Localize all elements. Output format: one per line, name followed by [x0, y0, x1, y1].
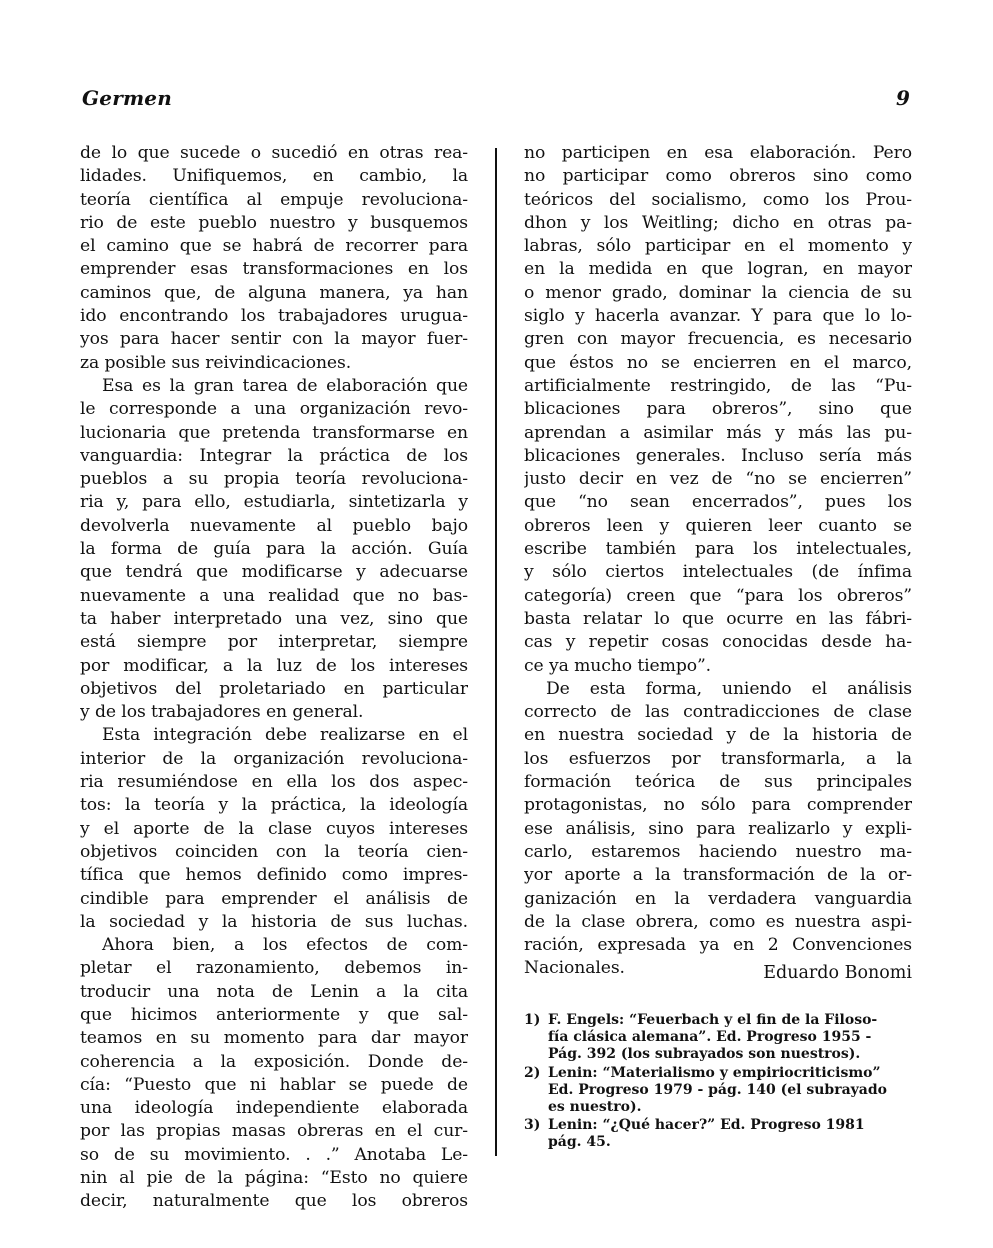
- text-line: está siempre por interpretar, siempre: [80, 632, 468, 653]
- text-line: por modificar, a la luz de los intereses: [80, 655, 468, 676]
- text-line: interior de la organización revoluciona-: [80, 748, 468, 769]
- footnote-number: 2): [524, 1064, 541, 1081]
- text-line: protagonistas, no sólo para comprender: [524, 795, 912, 816]
- text-line: objetivos coinciden con la teoría cien-: [80, 841, 468, 862]
- text-line: De esta forma, uniendo el análisis: [546, 678, 912, 699]
- text-line: caminos que, de alguna manera, ya han: [80, 282, 468, 303]
- text-line: siglo y hacerla avanzar. Y para que lo lo-: [524, 306, 912, 327]
- text-line: y de los trabajadores en general.: [80, 702, 364, 723]
- text-line: teóricos del socialismo, como los Prou-: [524, 189, 912, 210]
- text-line: ce ya mucho tiempo”.: [524, 655, 712, 676]
- text-line: decir, naturalmente que los obreros: [80, 1191, 468, 1212]
- footnote: [524, 1065, 916, 1117]
- footnote: [524, 1117, 916, 1151]
- text-line: o menor grado, dominar la ciencia de su: [524, 282, 912, 303]
- text-line: basta relatar lo que ocurre en las fábri-: [524, 608, 912, 629]
- text-line: Esta integración debe realizarse en el: [102, 725, 468, 746]
- text-line: ria y, para ello, estudiarla, sintetizarla y: [80, 492, 468, 513]
- text-line: teamos en su momento para dar mayor: [80, 1028, 468, 1049]
- column-divider: [495, 148, 497, 1156]
- text-line: ta haber interpretado una vez, sino que: [80, 608, 468, 629]
- text-line: la forma de guía para la acción. Guía: [80, 539, 468, 560]
- text-line: coherencia a la exposición. Donde de-: [80, 1051, 468, 1072]
- text-line: que “no sean encerrados”, pues los: [524, 492, 912, 513]
- text-line: blicaciones para obreros”, sino que: [524, 399, 912, 420]
- page-number: 9: [896, 86, 910, 110]
- text-line: ese análisis, sino para realizarlo y expli-: [524, 818, 912, 839]
- text-line: nuevamente a una realidad que no bas-: [80, 585, 468, 606]
- text-line: que éstos no se encierren en el marco,: [524, 352, 912, 373]
- footnote-line: fía clásica alemana”. Ed. Progreso 1955 -: [548, 1029, 872, 1046]
- text-line: no participar como obreros sino como: [524, 166, 912, 187]
- text-line: de lo que sucede o sucedió en otras rea-: [80, 143, 468, 163]
- text-line: teoría científica al empuje revoluciona-: [80, 189, 468, 210]
- text-line: yos para hacer sentir con la mayor fuer-: [80, 329, 468, 350]
- text-line: no participen en esa elaboración. Pero: [524, 143, 912, 163]
- text-line: en nuestra sociedad y de la historia de: [524, 725, 912, 746]
- footnote-line: F. Engels: “Feuerbach y el fin de la Filoso-: [548, 1012, 878, 1028]
- author-signature: Eduardo Bonomi: [763, 963, 912, 983]
- text-line: tífica que hemos definido como impres-: [80, 865, 468, 886]
- footnote: [524, 1012, 916, 1064]
- text-line: formación teórica de sus principales: [524, 772, 912, 793]
- text-line: y el aporte de la clase cuyos intereses: [80, 818, 468, 839]
- text-line: categoría) creen que “para los obreros”: [524, 585, 912, 606]
- text-line: por las propias masas obreras en el cur-: [80, 1121, 468, 1142]
- text-line: emprender esas transformaciones en los: [80, 259, 468, 280]
- text-line: escribe también para los intelectuales,: [524, 539, 912, 560]
- text-line: objetivos del proletariado en particular: [80, 678, 468, 699]
- footnote-line: pág. 45.: [548, 1134, 611, 1151]
- text-line: los esfuerzos por transformarla, a la: [524, 748, 912, 769]
- left-text-column: [80, 142, 468, 1214]
- text-line: pletar el razonamiento, debemos in-: [80, 958, 468, 979]
- text-line: gren con mayor frecuencia, es necesario: [524, 329, 912, 350]
- footnote-number: 1): [524, 1012, 541, 1028]
- text-line: artificialmente restringido, de las “Pu-: [524, 375, 912, 396]
- text-line: carlo, estaremos haciendo nuestro ma-: [524, 841, 912, 862]
- text-line: Ahora bien, a los efectos de com-: [102, 935, 468, 956]
- text-line: ración, expresada ya en 2 Convenciones: [524, 935, 912, 956]
- text-line: de la clase obrera, como es nuestra aspi-: [524, 911, 912, 932]
- text-line: blicaciones generales. Incluso sería más: [524, 445, 912, 466]
- text-line: Esa es la gran tarea de elaboración que: [102, 375, 468, 396]
- text-line: cía: “Puesto que ni hablar se puede de: [80, 1074, 468, 1095]
- text-line: justo decir en vez de “no se encierren”: [524, 469, 912, 490]
- footnote-line: Ed. Progreso 1979 - pág. 140 (el subrayado: [548, 1081, 887, 1098]
- text-line: za posible sus reivindicaciones.: [80, 352, 352, 373]
- footnote-number: 3): [524, 1117, 541, 1134]
- text-line: obreros leen y quieren leer cuanto se: [524, 515, 912, 536]
- text-line: aprendan a asimilar más y más las pu-: [524, 422, 912, 443]
- text-line: que tendrá que modificarse y adecuarse: [80, 562, 468, 583]
- text-line: pueblos a su propia teoría revoluciona-: [80, 469, 468, 490]
- text-line: en la medida en que logran, en mayor: [524, 259, 912, 280]
- footnote-line: Lenin: “Materialismo y empiriocriticismo”: [548, 1064, 881, 1081]
- text-line: correcto de las contradicciones de clase: [524, 702, 912, 723]
- right-text-column: [524, 142, 912, 981]
- footnote-line: es nuestro).: [548, 1099, 642, 1116]
- text-line: lucionaria que pretenda transformarse en: [80, 422, 468, 443]
- text-line: cas y repetir cosas conocidas desde ha-: [524, 632, 912, 653]
- text-line: la sociedad y la historia de sus luchas.: [80, 911, 468, 932]
- text-line: Nacionales.: [524, 958, 625, 979]
- journal-title: Germen: [82, 86, 172, 110]
- text-line: cindible para emprender el análisis de: [80, 888, 468, 909]
- text-line: el camino que se habrá de recorrer para: [80, 236, 468, 257]
- text-line: ganización en la verdadera vanguardia: [524, 888, 912, 909]
- text-line: le corresponde a una organización revo-: [80, 399, 468, 420]
- text-line: una ideología independiente elaborada: [80, 1098, 468, 1119]
- text-line: que hicimos anteriormente y que sal-: [80, 1004, 468, 1025]
- text-line: ido encontrando los trabajadores urugua-: [80, 306, 468, 327]
- text-line: rio de este pueblo nuestro y busquemos: [80, 212, 468, 233]
- text-line: nin al pie de la página: “Esto no quiere: [80, 1168, 468, 1189]
- text-line: so de su movimiento. . .” Anotaba Le-: [80, 1144, 468, 1165]
- text-line: dhon y los Weitling; dicho en otras pa-: [524, 212, 912, 233]
- footnote-line: Pág. 392 (los subrayados son nuestros).: [548, 1046, 861, 1063]
- footnote-line: Lenin: “¿Qué hacer?” Ed. Progreso 1981: [548, 1117, 865, 1134]
- text-line: vanguardia: Integrar la práctica de los: [80, 445, 468, 466]
- text-line: tos: la teoría y la práctica, la ideología: [80, 795, 468, 816]
- footnotes: [524, 1012, 916, 1152]
- text-line: lidades. Unifiquemos, en cambio, la: [80, 166, 468, 187]
- text-line: labras, sólo participar en el momento y: [524, 236, 912, 257]
- text-line: troducir una nota de Lenin a la cita: [80, 981, 468, 1002]
- text-line: y sólo ciertos intelectuales (de ínfima: [524, 562, 912, 583]
- text-line: yor aporte a la transformación de la or-: [524, 865, 912, 886]
- text-line: ria resumiéndose en ella los dos aspec-: [80, 772, 468, 793]
- text-line: devolverla nuevamente al pueblo bajo: [80, 515, 468, 536]
